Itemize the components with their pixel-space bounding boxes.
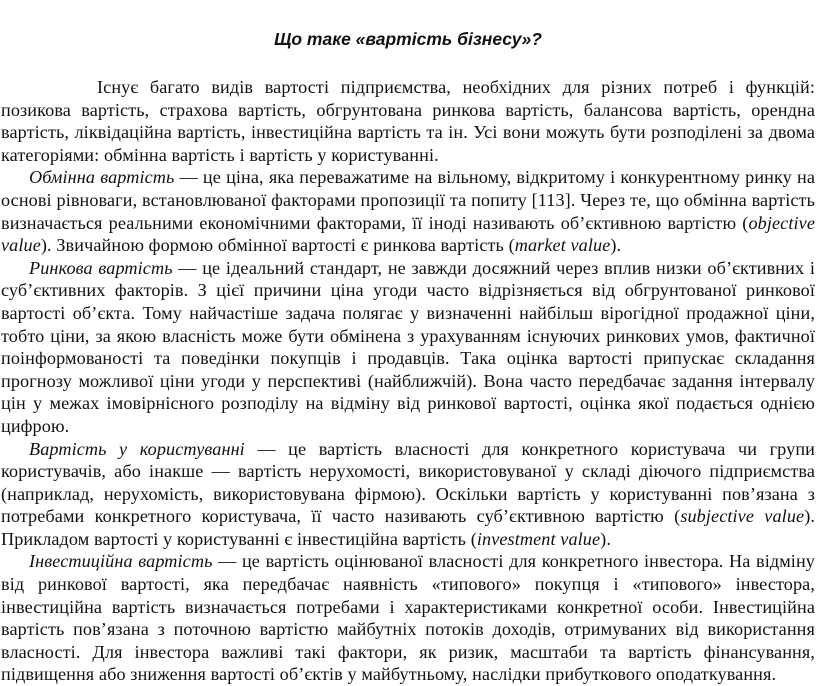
english-term: market value (514, 235, 611, 256)
term-investment-value: Інвестиційна вартість (29, 551, 213, 572)
english-term: investment value (476, 528, 601, 549)
paragraph-text: — це вартість оцінюваної власності для конкретного інвестора. На відміну від ринкової вартості, яка передбачає наявність «типового» покупця і «типового» інвестора, інвестиційна вартість визначається потребами і характеристиками конкретної особи. Інвестиційна вартість пов’язана з поточною вартістю майбутніх потоків доходів, отримуваних від використання власності. Для інвестора важливі такі фактори, як ризик, масштаби та вартість фінансування, підвищення або зниження вартості об’єктів у майбутньому, наслідки прибуткового оподаткування. (1, 551, 815, 685)
page-title: Що таке «вартість бізнесу»? (274, 29, 542, 49)
english-term: subjective value (680, 506, 805, 527)
paragraph-intro-text: Існує багато видів вартості підприємства, необхідних для різних потреб і функцій: позикова вартість, страхова вартість, обгрунтована ринкова вартість, балансова вартість, орендна вартість, ліквідаційна вартість, інвестиційна вартість та ін. Усі вони можуть бути розподілені за двома категоріями: обмінна вартість і вартість у користуванні. (1, 77, 815, 165)
term-market-value: Ринкова вартість (29, 257, 173, 278)
paragraph-use-value (1, 438, 815, 551)
paragraph-text: ). Звичайною формою обмінної вартості є ринкова вартість ( (40, 235, 515, 256)
paragraph-exchange-value (1, 166, 815, 256)
term-exchange-value: Обмінна вартість (29, 167, 175, 188)
paragraph-text: ). (600, 528, 611, 549)
english-term: objective value (1, 212, 815, 256)
paragraph-text: ). Прикладом вартості у користуванні є інвестиційна вартість ( (1, 506, 815, 549)
paragraph-text: — це ідеальний стандарт, не завжди досяжний через вплив низки об’єктивних і суб’єктивних факторів. З цієї причини ціна угоди часто відрізняється від обгрунтованої ринкової вартості об’єкта. Тому найчастіше задача полягає у визначенні найбільш вірогідної продажної ціни, тобто ціни, за якою власність може бути обмінена з урахуванням існуючих ринкових умов, фактичної поінформованості та поведінки покупців і продавців. Така оцінка вартості припускає складання прогнозу можливої ціни угоди у перспективі (найближчій). Вона часто передбачає задання інтервалу цін у межах імовірнісного розподілу на відміну від ринкової вартості, оцінка якої подається однією цифрою. (1, 257, 815, 436)
paragraph-text: — це вартість власності для конкретного користувача чи групи користувачів, або інакше — вартість нерухомості, використовуваної у складі діючого підприємства (наприклад, нерухомість, використовувана фірмою). Оскільки вартість у користуванні пов’язана з потребами конкретного користувача, її часто називають суб’єктивною вартістю ( (1, 438, 815, 527)
paragraph-text: — це ціна, яка переважатиме на вільному, відкритому і конкурентному ринку на основі рівноваги, встановлюваної факторами пропозиції та попиту [113]. Через те, що обмінна вартість визначається реальними економічними факторами, її іноді називають об’єктивною вартістю ( (1, 167, 815, 233)
term-use-value: Вартість у користуванні (29, 438, 245, 459)
paragraph-market-value (1, 257, 815, 438)
paragraph-intro (1, 76, 815, 166)
paragraph-text: ). (610, 235, 622, 256)
paragraph-investment-value (1, 550, 815, 686)
